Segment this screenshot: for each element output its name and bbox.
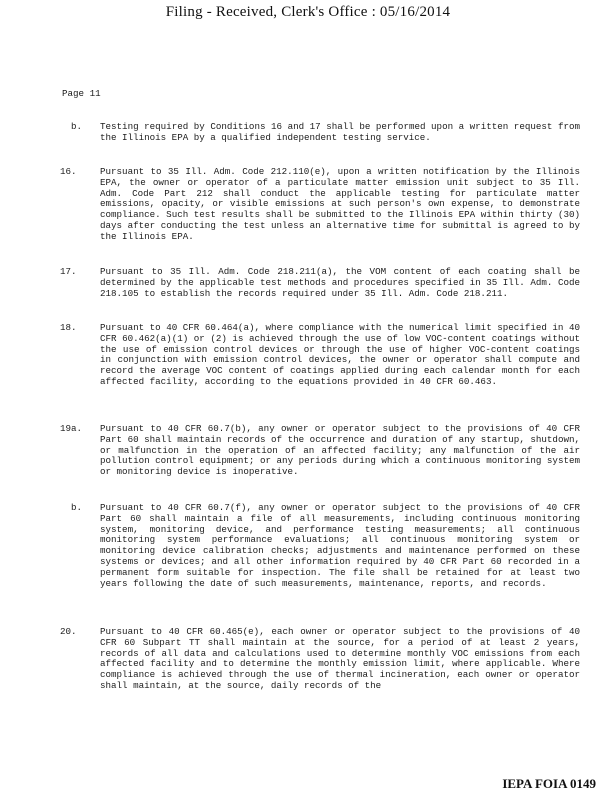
paragraph-text: Pursuant to 40 CFR 60.7(b), any owner or operator subject to the provisions of 40 CFR Part 60 shall maintain records of the occurrence and duration of any startup, shutdown, or malfunction in the operation of an affected facility; any malfunction of the air pollution control equipment; or any periods during which a continuous monitoring system or monitoring device is inoperative.: [100, 423, 580, 478]
paragraph-text: Testing required by Conditions 16 and 17 shall be performed upon a written request from the Illinois EPA by a qualified independent testing service.: [100, 121, 580, 143]
paragraph-20: [60, 627, 580, 692]
paragraph-text: Pursuant to 35 Ill. Adm. Code 218.211(a), the VOM content of each coating shall be determined by the applicable test methods and procedures specified in 35 Ill. Adm. Code 218.105 to establish the records required under 35 Ill. Adm. Code 218.211.: [100, 266, 580, 299]
paragraph-16: [60, 167, 580, 243]
paragraph-text: Pursuant to 40 CFR 60.464(a), where compliance with the numerical limit specified in 40 CFR 60.462(a)(1) or (2) is achieved through the use of low VOC-content coatings without the use of emission control devices or through the use of higher VOC-content coatings in conjunction with emission control devices, the owner or operator shall compute and record the average VOC content of coatings applied during each calendar month for each affected facility, according to the equations provided in 40 CFR 60.463.: [100, 322, 580, 387]
paragraph-number: b.: [70, 121, 82, 132]
paragraph-19b: [60, 503, 580, 589]
paragraph-text: Pursuant to 40 CFR 60.7(f), any owner or operator subject to the provisions of 40 CFR Part 60 shall maintain a file of all measurements, including continuous monitoring system, monitoring device, and performance testing measurements; all continuous monitoring system performance evaluations; all continuous monitoring system or monitoring device calibration checks; adjustments and maintenance performed on these systems or devices; and all other information required by 40 CFR Part 60 recorded in a permanent form suitable for inspection. The file shall be retained for at least two years following the date of such measurements, maintenance, reports, and records.: [100, 502, 580, 589]
paragraph-18: [60, 323, 580, 388]
filing-header: Filing - Received, Clerk's Office : 05/16/2014: [165, 4, 451, 20]
paragraph-b-testing: [60, 122, 580, 144]
paragraph-number: 18.: [60, 322, 77, 333]
paragraph-text: Pursuant to 35 Ill. Adm. Code 212.110(e), upon a written notification by the Illinois EPA, the owner or operator of a particulate matter emission unit subject to 35 Ill. Adm. Code Part 212 shall conduct the applicable testing for particulate matter emissions, opacity, or visible emissions at such person's own expense, to demonstrate compliance. Such test results shall be submitted to the Illinois EPA within thirty (30) days after conducting the test unless an alternative time for submittal is agreed to by the Illinois EPA.: [100, 166, 580, 242]
paragraph-17: [60, 267, 580, 299]
paragraph-number: 17.: [60, 266, 77, 277]
paragraph-text: Pursuant to 40 CFR 60.465(e), each owner or operator subject to the provisions of 40 CFR 60 Subpart TT shall maintain at the source, for a period of at least 2 years, records of all data and calculations used to determine monthly VOC emissions from each affected facility and to determine the monthly emission limit, where applicable. Where compliance is achieved through the use of thermal incineration, each owner or operator shall maintain, at the source, daily records of the: [100, 626, 580, 691]
page-label: Page 11: [62, 88, 101, 99]
paragraph-19a: [60, 424, 580, 478]
paragraph-number: 19a.: [60, 423, 83, 434]
paragraph-number: 20.: [60, 626, 77, 637]
paragraph-number: 16.: [60, 166, 77, 177]
paragraph-number: b.: [70, 502, 82, 513]
foia-stamp: IEPA FOIA 0149: [502, 776, 596, 791]
